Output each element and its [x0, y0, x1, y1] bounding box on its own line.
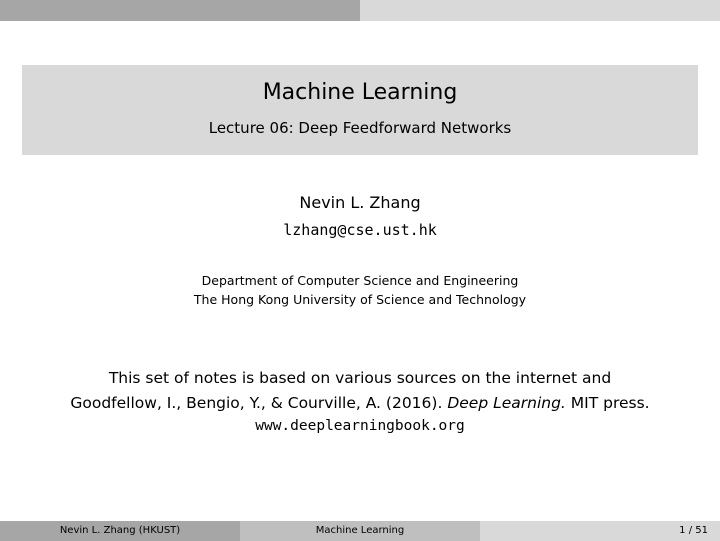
institution: The Hong Kong University of Science and Technology — [193, 292, 527, 307]
book-url: www.deeplearningbook.org — [255, 418, 465, 434]
top-navigation-bar — [0, 0, 720, 21]
footer-title: Machine Learning — [240, 521, 480, 541]
footer-page-number: 1 / 51 — [480, 521, 720, 541]
department: Department of Computer Science and Engineering — [201, 273, 519, 288]
citation-authors: Goodfellow, I., Bengio, Y., & Courville, A. (2016). — [70, 394, 448, 412]
title-box — [22, 65, 698, 155]
slide-title: Machine Learning — [262, 80, 458, 105]
top-bar-right-segment — [360, 0, 720, 21]
footer-author: Nevin L. Zhang (HKUST) — [0, 521, 240, 541]
publisher: MIT press. — [565, 394, 650, 412]
author-email: lzhang@cse.ust.hk — [283, 221, 437, 239]
author-name: Nevin L. Zhang — [299, 193, 421, 212]
book-title: Deep Learning. — [447, 394, 566, 412]
footer-bar — [0, 521, 720, 541]
top-bar-left-segment — [0, 0, 360, 21]
notes-line-1: This set of notes is based on various sources on the internet and — [108, 369, 612, 387]
notes-line-2 — [0, 394, 720, 412]
slide-subtitle: Lecture 06: Deep Feedforward Networks — [208, 119, 512, 137]
